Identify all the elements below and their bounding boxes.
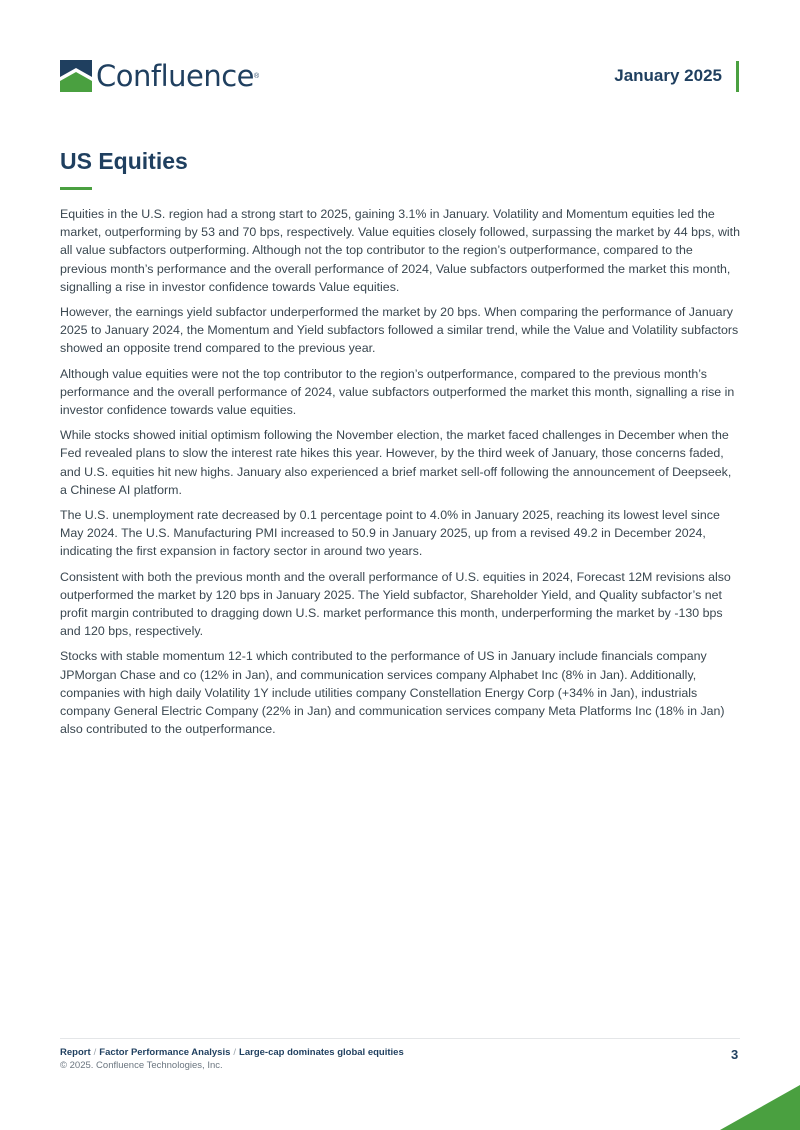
title-underline	[60, 187, 92, 190]
paragraph: Consistent with both the previous month and the overall performance of U.S. equities in 2024, Forecast 12M revisions also outperformed the market by 120 bps in January 2025. The Yield subfactor, Shareholder Yield, and Quality subfactor’s net profit margin contributed to dragging down U.S. market performance this month, underperforming the market by -130 bps and 120 bps, respectively.	[60, 569, 731, 639]
confluence-logo-icon	[60, 60, 92, 92]
copyright: © 2025. Confluence Technologies, Inc.	[60, 1060, 223, 1071]
brand-logo	[60, 58, 259, 94]
brand-name: Confluence	[96, 58, 255, 93]
breadcrumb-separator: /	[93, 1047, 97, 1058]
breadcrumb-item: Report	[60, 1047, 91, 1058]
paragraph: Equities in the U.S. region had a strong start to 2025, gaining 3.1% in January. Volatility and Momentum equities led the market, outperforming by 53 and 70 bps, respectively. Value equities closely followed, surpassing the market by 44 bps, with all value subfactors outperforming. Although not the top contributor to the region’s outperformance, compared to the previous month’s performance and the overall performance of 2024, Value subfactors outperformed the market this month, signalling a rise in investor confidence towards Value equities.	[60, 207, 741, 294]
article-body	[60, 205, 740, 745]
paragraph: However, the earnings yield subfactor underperformed the market by 20 bps. When comparing the performance of January 2025 to January 2024, the Momentum and Yield subfactors followed a similar trend, while the Value and Volatility subfactors showed an opposite trend compared to the previous year.	[60, 305, 739, 356]
paragraph: While stocks showed initial optimism following the November election, the market faced challenges in December when the Fed revealed plans to slow the interest rate hikes this year. However, by the third week of January, those concerns faded, and U.S. equities hit new highs. January also experienced a brief market sell-off following the announcement of Deepseek, a Chinese AI platform.	[60, 428, 732, 497]
footer-divider	[60, 1038, 740, 1039]
breadcrumb-separator: /	[233, 1047, 237, 1058]
breadcrumb-item: Factor Performance Analysis	[99, 1047, 231, 1058]
page-number: 3	[731, 1047, 739, 1062]
date-accent-bar	[736, 61, 739, 92]
paragraph: Stocks with stable momentum 12-1 which contributed to the performance of US in January include financials company JPMorgan Chase and co (12% in Jan), and communication services company Alphabet Inc (8% in Jan). Additionally, companies with high daily Volatility 1Y include utilities company Constellation Energy Corp (+34% in Jan), industrials company General Electric Company (22% in Jan) and communication services company Meta Platforms Inc (18% in Jan) also contributed to the outperformance.	[60, 649, 725, 737]
corner-accent	[720, 1085, 800, 1130]
breadcrumb	[60, 1047, 404, 1058]
breadcrumb-item: Large-cap dominates global equities	[239, 1047, 404, 1058]
paragraph: The U.S. unemployment rate decreased by 0.1 percentage point to 4.0% in January 2025, reaching its lowest level since May 2024. The U.S. Manufacturing PMI increased to 50.9 in January 2025, up from a revised 49.2 in December 2024, indicating the first expansion in factory sector in around two years.	[60, 508, 720, 559]
report-date: January 2025	[614, 66, 722, 85]
page-title: US Equities	[60, 148, 188, 174]
paragraph: Although value equities were not the top contributor to the region’s outperformance, compared to the previous month’s performance and the overall performance of 2024, value subfactors outperformed the market this month, signalling a rise in investor confidence towards value equities.	[60, 366, 735, 418]
trademark-symbol: ®	[254, 72, 260, 80]
